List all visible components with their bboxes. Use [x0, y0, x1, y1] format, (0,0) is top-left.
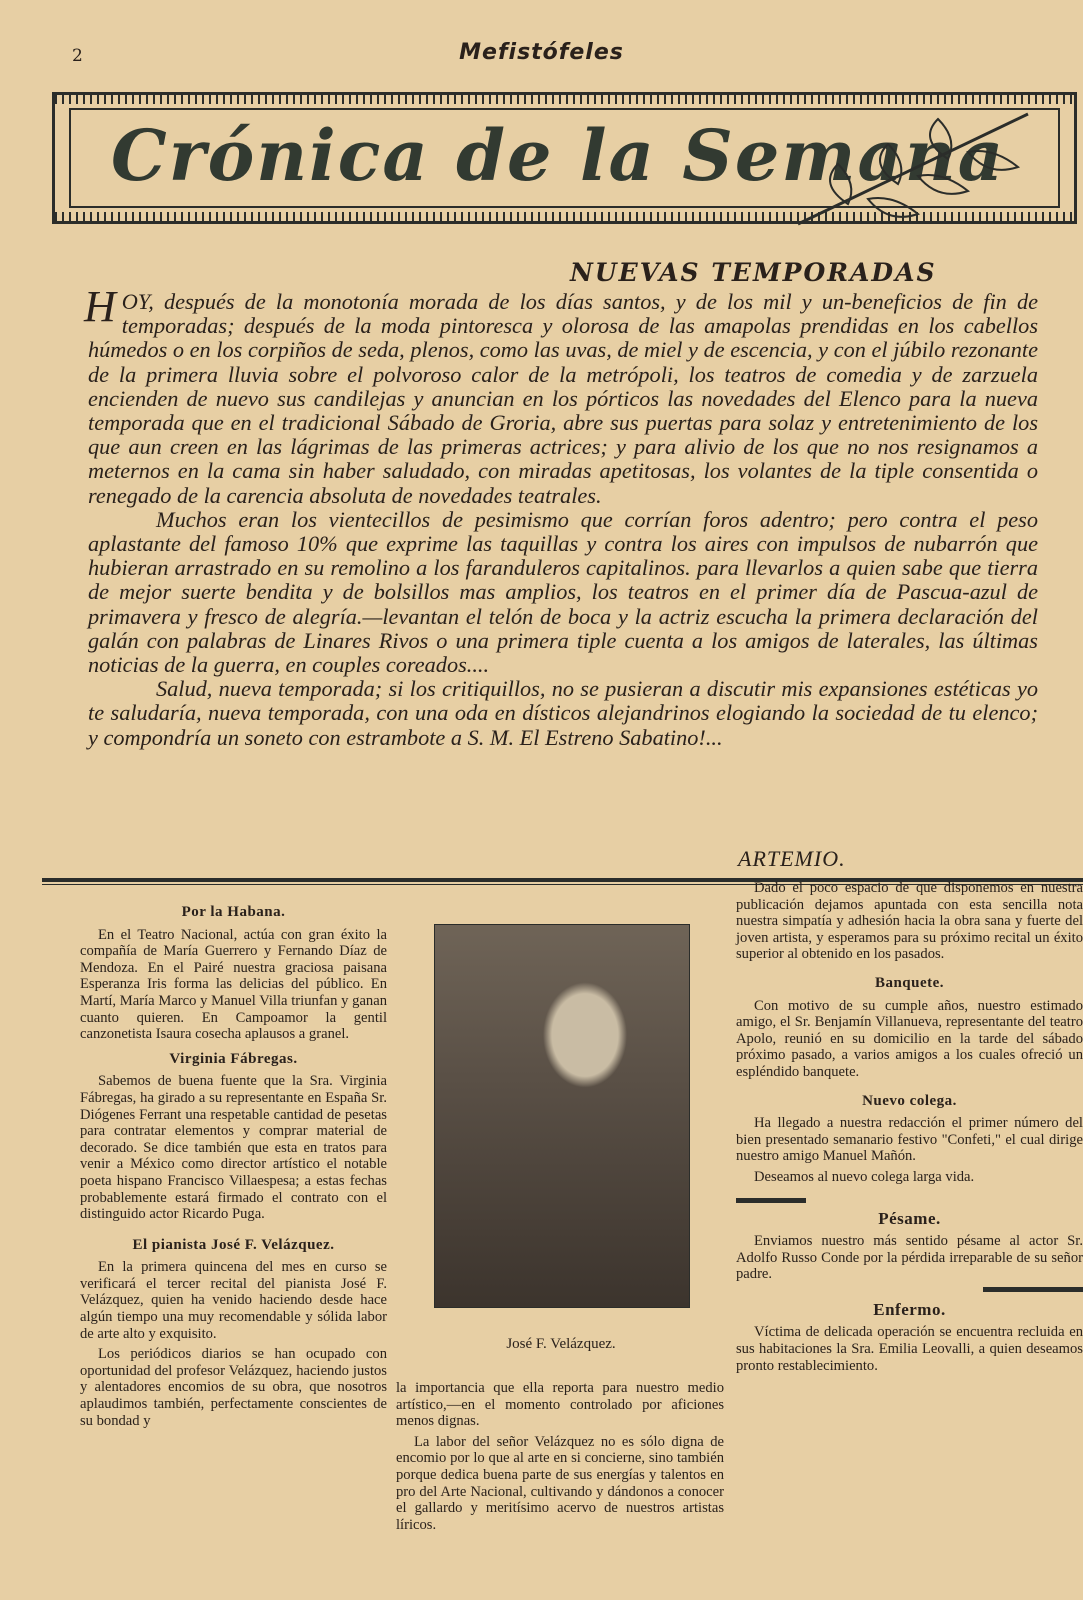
- note-text: la importancia que ella reporta para nuestro medio artístico,—en el momento controlado por aficiones menos dignas.: [396, 1380, 724, 1430]
- note-text: Enviamos nuestro más sentido pésame al actor Sr. Adolfo Russo Conde por la pérdida irreparable de su señor padre.: [736, 1233, 1083, 1283]
- leaf-ornament-icon: [788, 104, 1048, 234]
- drop-cap: H: [84, 282, 116, 331]
- section-banner: [52, 92, 1077, 224]
- note-title: Por la Habana.: [181, 904, 286, 920]
- article-paragraph: Muchos eran los vientecillos de pesimismo que corrían foros adentro; pero contra el peso aplastante del famoso 10% que exprime las taquillas y contra los aires con impulsos de nubarrón que hubieran arrastrado en su remolino a los faranduleros capitalinos. para llevarlos a quien sabe que tierra de mejor suerte bendita y de bolsillos mas amplios, los teatros en el primer día de Pascua-azul de primavera y fresco de alegría.—levantan el telón de boca y la actriz escucha la primera declaración del galán con palabras de Linares Rivos o una primera tiple cuenta a los amigos de laterales, las últimas noticias de la guerra, en couples coreados....: [88, 506, 1038, 678]
- short-divider: [736, 1198, 806, 1203]
- note-text: Con motivo de su cumple años, nuestro estimado amigo, el Sr. Benjamín Villanueva, representante del teatro Apolo, reunió en su domicilio en la tarde del sábado próximo pasado, a varios amigos a los cuales ofreció un espléndido banquete.: [736, 997, 1083, 1080]
- note-text: Los periódicos diarios se han ocupado con oportunidad del profesor Velázquez, haciendo justos y alentadores encomios de su obra, que nosotros aplaudimos también, perfectamente conscientes de su bondad y: [80, 1346, 387, 1429]
- note-text: Víctima de delicada operación se encuentra recluida en sus habitaciones la Sra. Emilia Leovalli, a quien deseamos pronto restablecimiento.: [736, 1324, 1083, 1374]
- article-body: [84, 282, 1038, 750]
- note-title: Banquete.: [874, 974, 945, 991]
- photo-caption: José F. Velázquez.: [506, 1336, 616, 1352]
- middle-column: [396, 1380, 724, 1537]
- note-text: En la primera quincena del mes en curso se verificará el tercer recital del pianista José F. Velázquez, quien ha venido haciendo desde hace algún tiempo una muy recomendable y sólida labor de arte alto y exquisito.: [80, 1259, 387, 1342]
- note-text: En el Teatro Nacional, actúa con gran éxito la compañía de María Guerrero y Fernando Díaz de Mendoza. En el Pairé nuestra graciosa paisana Esperanza Iris forma las delicias del público. En Martí, María Marco y Manuel Villa triunfan y ganan cuanto quieren. En Campoamor la gentil canzonetista Isaura cosecha aplausos a granel.: [80, 926, 387, 1043]
- note-text: Deseamos al nuevo colega larga vida.: [754, 1168, 975, 1185]
- short-divider: [983, 1287, 1083, 1292]
- article-author: ARTEMIO.: [738, 846, 846, 871]
- magazine-title: Mefistófeles: [459, 40, 624, 65]
- portrait-photo: [434, 924, 690, 1308]
- section-title: Crónica de la Semana: [111, 114, 1006, 197]
- note-title: Pésame.: [878, 1208, 941, 1228]
- note-text: Sabemos de buena fuente que la Sra. Virginia Fábregas, ha girado a su representante en España Sr. Diógenes Ferrant una respetable cantidad de pesetas para contratar elementos y comprar material de decorado. Se dice también que esta en tratos para venir a México como director artístico el notable poeta hispano Francisco Villaespesa; a estas fechas probablemente estará firmado el contrato con el distinguido actor Ricardo Puga.: [80, 1073, 387, 1223]
- note-text: Ha llegado a nuestra redacción el primer número del bien presentado semanario festivo "Confeti," el cual dirige nuestro amigo Manuel Mañón.: [736, 1115, 1083, 1165]
- left-column: [80, 904, 387, 1433]
- article-paragraph: Salud, nueva temporada; si los critiquillos, no se pusieran a discutir mis expansiones estéticas yo te saludaría, nueva temporada, con una oda en dísticos alejandrinos elogiando la sociedad de tu elenco; y compondría un soneto con estrambote a S. M. El Estreno Sabatino!...: [88, 676, 1038, 750]
- article-paragraph-text: OY, después de la monotonía morada de los días santos, y de los mil y un-beneficios de fin de temporadas; después de la moda pintoresca y olorosa de las amapolas prendidas en los cabellos húmedos o en los corpiños de seda, plenos, como las uvas, de miel y de escencia, y con el júbilo rezonante de la primera lluvia sobre el polvoroso calor de la metrópoli, los teatros de comedia y de zarzuela encienden de nuevo sus candilejas y anuncian en los pórticos las novedades del Elenco para la nueva temporada que en el tradicional Sábado de Groria, abre sus puertas para solaz y entretenimiento de los que aun creen en las lágrimas de las primeras actrices; y para alivio de los que no nos resignamos a meternos en la cama sin haber saludado, con miradas apetitosas, los volantes de la tiple consentida o renegado de la carencia absoluta de novedades teatrales.: [88, 289, 1038, 508]
- note-title: Enfermo.: [873, 1299, 946, 1319]
- note-text: Dado el poco espacio de que disponemos en nuestra publicación dejamos apuntada con esta sencilla nota nuestra simpatía y adhesión hacia la obra sana y fuerte del joven artista, y esperamos para su próximo recital un éxito superior al obtenido en los pasados.: [736, 880, 1083, 963]
- article-paragraph: [84, 282, 1038, 508]
- note-text: La labor del señor Velázquez no es sólo digna de encomio por lo que al arte en si concierne, sino también porque dedica buena parte de sus energías y talentos en pro del Arte Nacional, cultivando y dándonos a conocer el gallardo y meritísimo acervo de nuestros artistas líricos.: [396, 1433, 724, 1533]
- note-title: El pianista José F. Velázquez.: [132, 1236, 335, 1253]
- right-column: [736, 880, 1083, 1378]
- note-title: Virginia Fábregas.: [169, 1050, 298, 1067]
- banner-frame: [69, 108, 1060, 208]
- note-title: Nuevo colega.: [862, 1092, 957, 1109]
- page-number: 2: [72, 46, 83, 66]
- article-heading: NUEVAS TEMPORADAS: [570, 258, 937, 287]
